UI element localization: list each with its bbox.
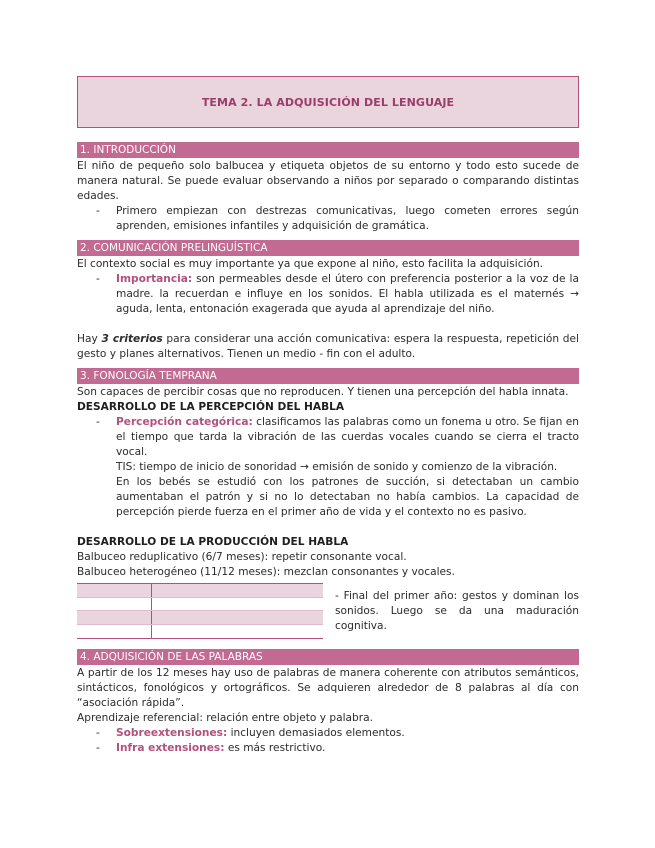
- highlight-term: Infra extensiones:: [116, 742, 225, 754]
- table-cell: [77, 611, 152, 624]
- list-item-continuation: TIS: tiempo de inicio de sonoridad → emisión de sonido y comienzo de la vibración.: [116, 461, 558, 473]
- paragraph: Balbuceo reduplicativo (6/7 meses): repetir consonante vocal.: [77, 551, 407, 563]
- bullet-dash: -: [96, 727, 100, 739]
- table-row: [77, 611, 323, 625]
- highlight-term: Importancia:: [116, 273, 193, 285]
- subheading: DESARROLLO DE LA PERCEPCIÓN DEL HABLA: [77, 401, 345, 413]
- document-page: [77, 76, 579, 756]
- summary-table: [77, 583, 323, 639]
- list-item: [77, 204, 579, 234]
- section-heading-fonologia: 3. FONOLOGÍA TEMPRANA: [77, 368, 579, 384]
- bullet-dash: -: [96, 416, 100, 428]
- section-heading-comunicacion: 2. COMUNICACIÓN PRELINGUÍSTICA: [77, 240, 579, 256]
- highlight-term: Percepción categórica:: [116, 416, 253, 428]
- table-cell: [152, 598, 323, 611]
- list-item: [77, 415, 579, 460]
- table-cell: [152, 584, 323, 597]
- list-item-text: son permeables desde el útero con preferencia posterior a la voz de la madre. la recuerdan e influye en los sonidos. El habla utilizada es el maternés → aguda, lenta, entonación exagerada que ayuda al aprendizaje del niño.: [116, 273, 579, 315]
- list-item: [77, 272, 579, 317]
- paragraph: Aprendizaje referencial: relación entre objeto y palabra.: [77, 712, 373, 724]
- list-item: [77, 726, 579, 741]
- emphasis-term: 3 criterios: [101, 333, 163, 345]
- list-item-continuation: En los bebés se estudió con los patrones de succión, si detectaban un cambio aumentaban el patrón y si no lo detectaban no había cambios. La capacidad de percepción pierde fuerza en el primer año de vida y el contexto no es pasivo.: [116, 476, 579, 518]
- table-cell: [77, 584, 152, 597]
- table-and-note: [77, 583, 579, 639]
- table-cell: [152, 611, 323, 624]
- bullet-dash: -: [96, 742, 100, 754]
- table-cell: [77, 598, 152, 611]
- table-row: [77, 625, 323, 639]
- section-heading-palabras: 4. ADQUISICIÓN DE LAS PALABRAS: [77, 649, 579, 665]
- paragraph: El niño de pequeño solo balbucea y etiqueta objetos de su entorno y todo esto sucede de manera natural. Se puede evaluar observando a niños por separado o comparando distintas edades.: [77, 160, 579, 202]
- table-cell: [77, 625, 152, 639]
- list-item-text: clasificamos las palabras como un fonema u otro. Se fijan en el tiempo que tarda la vibración de las cuerdas vocales cuando se cierra el tracto vocal.: [116, 416, 579, 458]
- paragraph-text: Hay: [77, 333, 102, 345]
- subheading: DESARROLLO DE LA PRODUCCIÓN DEL HABLA: [77, 536, 349, 548]
- table-row: [77, 584, 323, 598]
- list-item: [77, 741, 579, 756]
- side-note: - Final del primer año: gestos y dominan los sonidos. Luego se da una maduración cognitiva.: [335, 590, 579, 632]
- list-item-text: es más restrictivo.: [224, 742, 326, 754]
- paragraph-text: para considerar una acción comunicativa: espera la respuesta, repetición del gesto y planes alternativos. Tienen un medio - fin con el adulto.: [77, 333, 579, 360]
- paragraph: [77, 332, 579, 362]
- bullet-dash: -: [96, 273, 100, 285]
- table-row: [77, 598, 323, 612]
- bullet-dash: -: [96, 205, 100, 217]
- paragraph: Balbuceo heterogéneo (11/12 meses): mezclan consonantes y vocales.: [77, 566, 455, 578]
- paragraph: A partir de los 12 meses hay uso de palabras de manera coherente con atributos semánticos, sintácticos, fonológicos y ortográficos. Se adquieren alrededor de 8 palabras al día con “asociación rápida”.: [77, 667, 579, 709]
- section-heading-introduccion: 1. INTRODUCCIÓN: [77, 142, 579, 158]
- title-box: [77, 76, 579, 128]
- document-title: TEMA 2. LA ADQUISICIÓN DEL LENGUAJE: [201, 95, 455, 109]
- list-item-text: Primero empiezan con destrezas comunicativas, luego cometen errores según aprenden, emisiones infantiles y adquisición de gramática.: [116, 205, 579, 232]
- paragraph: El contexto social es muy importante ya que expone al niño, esto facilita la adquisición.: [77, 258, 544, 270]
- table-cell: [152, 625, 323, 639]
- list-item-text: incluyen demasiados elementos.: [227, 727, 405, 739]
- highlight-term: Sobreextensiones:: [116, 727, 228, 739]
- paragraph: Son capaces de percibir cosas que no reproducen. Y tienen una percepción del habla innata.: [77, 386, 569, 398]
